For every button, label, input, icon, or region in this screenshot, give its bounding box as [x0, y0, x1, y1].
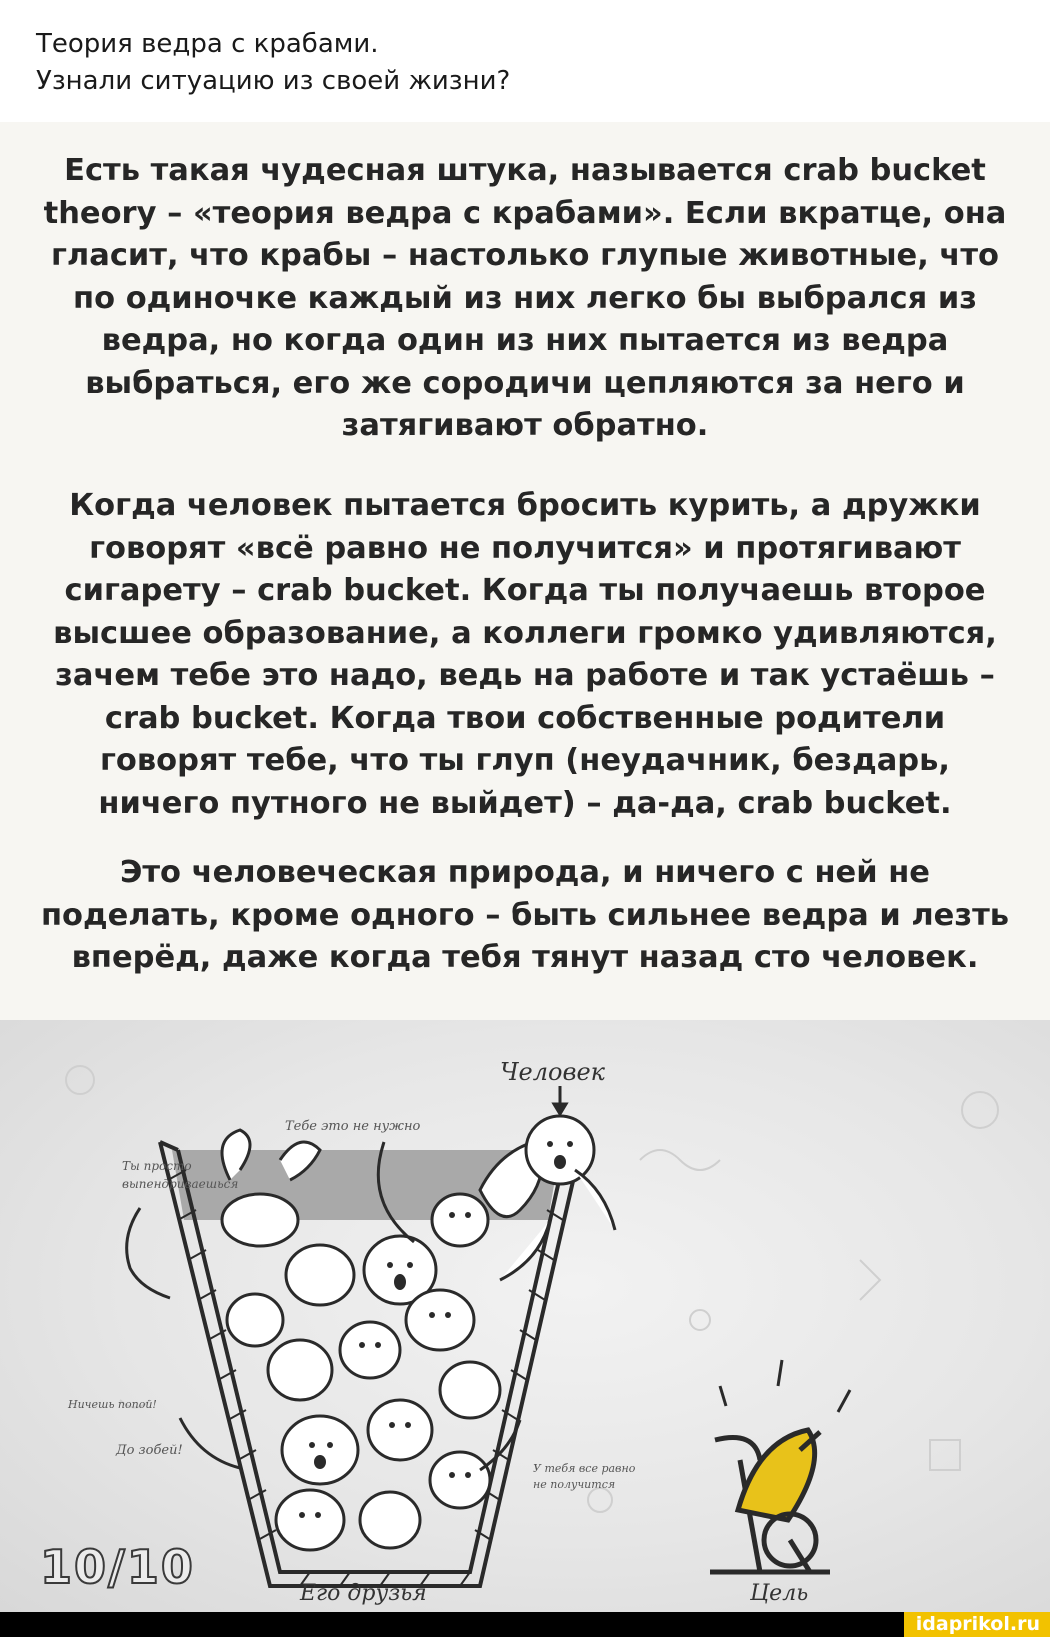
caption-line-2: Узнали ситуацию из своей жизни? — [36, 66, 511, 96]
text-line: говорят «всё равно не получится» и протягивают — [89, 530, 961, 566]
quote-wont-work-2: не получится — [533, 1478, 616, 1491]
text-line: выбраться, его же сородичи цепляются за него и — [85, 365, 965, 401]
text-line: по одиночке каждый из них легко бы выбрался из — [73, 280, 977, 316]
text-line: затягивают обратно. — [341, 408, 709, 443]
paragraph-definition — [20, 150, 1030, 448]
paragraph-examples — [20, 485, 1030, 825]
motion-lines — [720, 1360, 850, 1412]
exercise-bike-icon — [710, 1430, 830, 1572]
text-line: говорят тебе, что ты глуп (неудачник, бездарь, — [99, 743, 951, 778]
text-line: ничего путного не выйдет) – да-да, crab bucket. — [98, 785, 952, 821]
footer-bar — [0, 1612, 1050, 1637]
illustration-drawing — [0, 1020, 1050, 1612]
text-line: Когда человек пытается бросить курить, а дружки — [69, 488, 981, 523]
text-line: crab bucket. Когда твои собственные родители — [104, 700, 946, 736]
post-caption — [36, 26, 936, 100]
caption-line-1: Теория ведра с крабами. — [36, 29, 379, 59]
text-line: высшее образование, а коллеги громко удивляются, — [53, 615, 997, 651]
text-line: theory – «теория ведра с крабами». Если вкратце, она — [43, 195, 1007, 231]
label-person: Человек — [500, 1058, 605, 1086]
meme-text-panel — [0, 122, 1050, 1020]
paragraph-conclusion — [20, 852, 1030, 980]
quote-not-needed: Тебе это не нужно — [285, 1119, 421, 1134]
text-line: ведра, но когда один из них пытается из ведра — [101, 323, 949, 358]
text-line: сигарету – crab bucket. Когда ты получаешь второе — [64, 573, 986, 608]
text-line: вперёд, даже когда тебя тянут назад сто человек. — [71, 940, 979, 975]
quote-showing-off-1: Ты просто — [122, 1159, 192, 1173]
quote-fall: Ничешь попой! — [68, 1398, 157, 1411]
person-arrow — [554, 1086, 566, 1114]
text-line: зачем тебе это надо, ведь на работе и так устаёшь – — [55, 658, 995, 693]
crab-bucket-illustration — [0, 1020, 1050, 1612]
label-goal: Цель — [750, 1581, 809, 1606]
quote-kill: До зобей! — [116, 1443, 183, 1458]
label-friends: Его друзья — [300, 1581, 427, 1606]
meme-image[interactable] — [0, 122, 1050, 1612]
text-line: Это человеческая природа, и ничего с ней не — [120, 855, 930, 890]
score-badge: 10/10 — [40, 1540, 195, 1594]
text-line: гласит, что крабы – настолько глупые животные, что — [50, 238, 999, 273]
text-line: поделать, кроме одного – быть сильнее ведра и лезть — [40, 897, 1010, 933]
site-watermark[interactable]: idaprikol.ru — [904, 1612, 1050, 1637]
quote-showing-off-2: выпендриваешься — [122, 1177, 239, 1191]
text-line: Есть такая чудесная штука, называется crab bucket — [64, 153, 986, 188]
quote-wont-work-1: У тебя все равно — [533, 1462, 636, 1475]
